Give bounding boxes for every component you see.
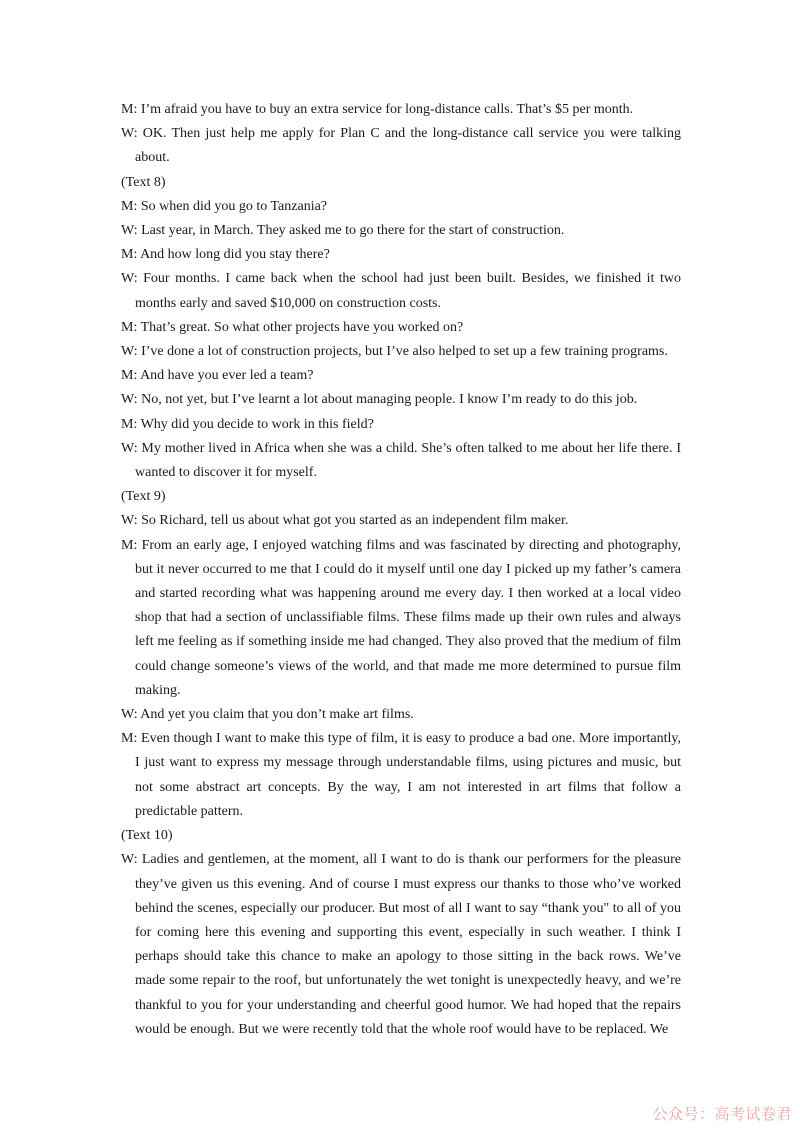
transcript-page: [121, 98, 681, 1042]
section-label: (Text 9): [121, 489, 166, 505]
dialogue-line: W: Last year, in March. They asked me to go there for the start of construction.: [121, 223, 565, 239]
dialogue-line: W: And yet you claim that you don’t make art films.: [121, 707, 414, 723]
dialogue-line: W: Four months. I came back when the school had just been built. Besides, we finished it two months early and saved $10,000 on construction costs.: [121, 271, 681, 311]
watermark: 公众号：高考试卷君: [652, 1105, 792, 1123]
dialogue-line: W: I’ve done a lot of construction projects, but I’ve also helped to set up a few training programs.: [121, 344, 668, 360]
dialogue-line: W: My mother lived in Africa when she was a child. She’s often talked to me about her life there. I wanted to discover it for myself.: [121, 440, 681, 481]
dialogue-line: M: I’m afraid you have to buy an extra service for long-distance calls. That’s $5 per month.: [121, 102, 634, 117]
section-label: (Text 10): [121, 828, 173, 844]
dialogue-line: M: That’s great. So what other projects have you worked on?: [121, 319, 464, 335]
dialogue-line: M: And how long did you stay there?: [121, 247, 330, 263]
dialogue-line: M: From an early age, I enjoyed watching films and was fascinated by directing and photography, but it never occurred to me that I could do it myself until one day I picked up my father’s camera and started recording what was happening around me every day. I then worked at a local video shop that had a section of unclassifiable films. These films made up their own rules and always left me feeling as if something inside me had changed. They also proved that the medium of film could change someone’s views of the world, and that made me more determined to pursue film making.: [121, 537, 681, 698]
dialogue-line: M: Why did you decide to work in this field?: [121, 416, 374, 432]
dialogue-line: M: And have you ever led a team?: [121, 368, 314, 384]
section-label: (Text 8): [121, 174, 166, 190]
dialogue-line: W: Ladies and gentlemen, at the moment, all I want to do is thank our performers for the pleasure they’ve given us this evening. And of course I must express our thanks to those who’ve worked behind the scenes, especially our producer. But most of all I want to say “thank you" to all of you for coming here this evening and supporting this event, especially in such weather. I think I perhaps should take this chance to make an apology to those sitting in the back rows. We’ve made some repair to the roof, but unfortunately the wet tonight is unexpectedly heavy, and we’re thankful to you for your understanding and cheerful good humor. We had hoped that the repairs would be enough. But we were recently told that the whole roof would have to be replaced. We: [121, 852, 681, 1037]
dialogue-line: W: No, not yet, but I’ve learnt a lot about managing people. I know I’m ready to do this job.: [121, 392, 638, 408]
dialogue-line: M: So when did you go to Tanzania?: [121, 198, 328, 214]
dialogue-line: W: OK. Then just help me apply for Plan C and the long-distance call service you were talking about.: [121, 126, 681, 166]
dialogue-line: M: Even though I want to make this type of film, it is easy to produce a bad one. More importantly, I just want to express my message through understandable films, using pictures and music, but not some abstract art concepts. By the way, I am not interested in art films that follow a predictable pattern.: [121, 731, 681, 819]
dialogue-line: W: So Richard, tell us about what got you started as an independent film maker.: [121, 513, 569, 529]
